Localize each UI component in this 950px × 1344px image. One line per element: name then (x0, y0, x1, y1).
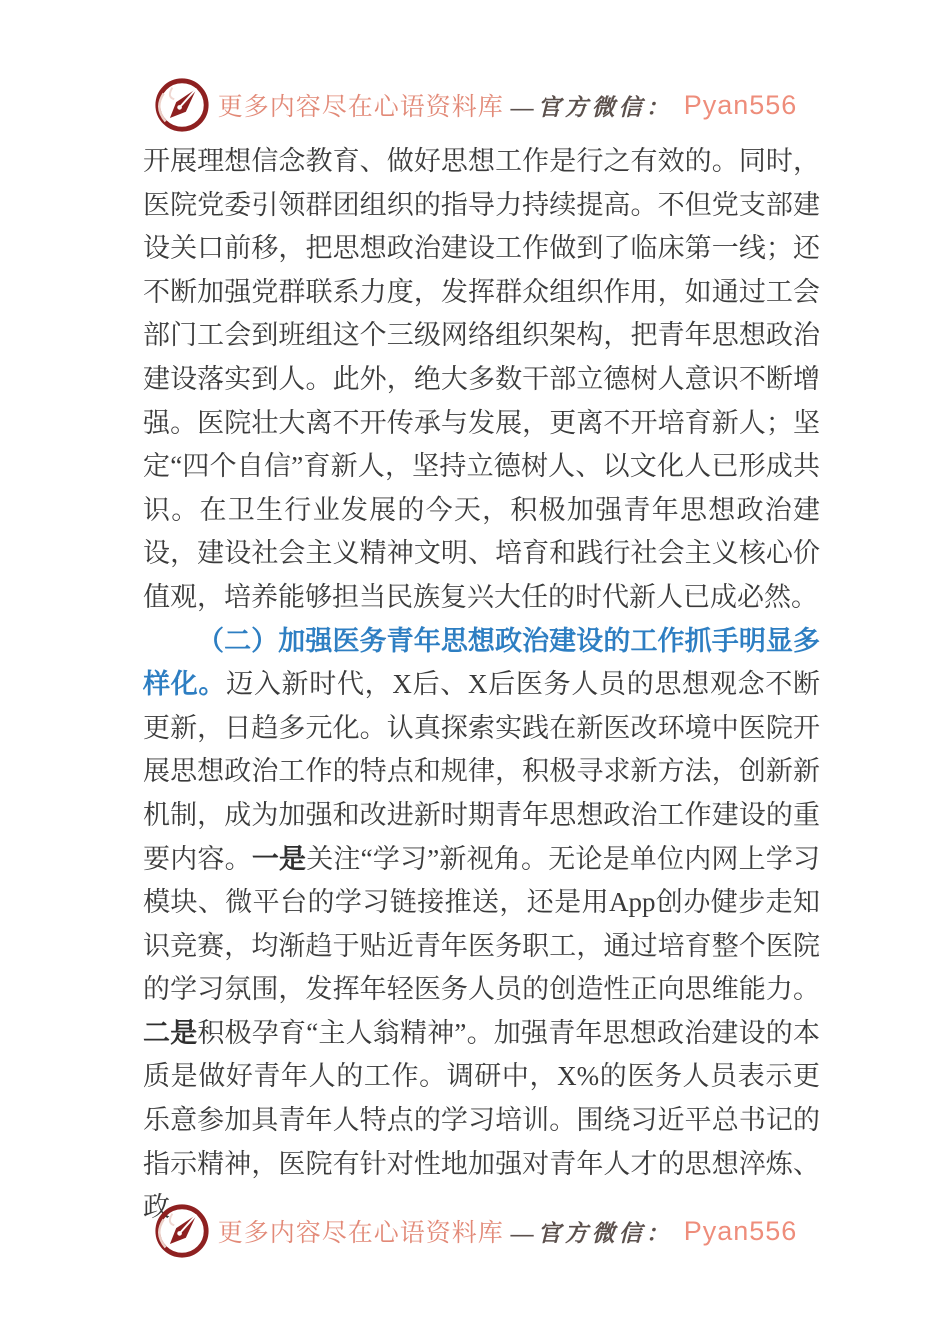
brand-text: 更多内容尽在心语资料库 (217, 94, 504, 121)
wechat-label: —官方微信： (510, 1220, 673, 1246)
emphasis-lead: 二是 (143, 1017, 198, 1048)
paragraph (143, 140, 820, 620)
footer-banner (0, 1202, 950, 1260)
wechat-id: Pyan556 (683, 89, 798, 120)
header-banner (0, 76, 950, 134)
paragraph (143, 620, 820, 1230)
brand-text: 更多内容尽在心语资料库 (217, 1220, 504, 1247)
body-text: 关注“学习”新视角。无论是单位内网上学习模块、微平台的学习链接推送，还是用App创办健步走知识竞赛，均渐趋于贴近青年医务职工，通过培育整个医院的学习氛围，发挥年轻医务人员的创造性正向思维能力。 (143, 843, 821, 1005)
body-text: 积极孕育“主人翁精神”。加强青年思想政治建设的本质是做好青年人的工作。调研中，X%的医务人员表示更乐意参加具青年人特点的学习培训。围绕习近平总书记的指示精神，医院有针对性地加强对青年人才的思想淬炼、政 (143, 1017, 821, 1223)
document-body (143, 140, 820, 1230)
pen-logo-icon (153, 76, 211, 134)
pen-logo-icon (153, 1202, 211, 1260)
wechat-label: —官方微信： (510, 94, 673, 120)
emphasis-lead: 一是 (251, 843, 307, 874)
wechat-id: Pyan556 (683, 1215, 798, 1246)
section-heading: （二）加强医务青年思想政治建设的工作抓手明显多样化。 (143, 625, 820, 700)
body-text: 开展理想信念教育、做好思想工作是行之有效的。同时，医院党委引领群团组织的指导力持续提高。不但党支部建设关口前移，把思想政治建设工作做到了临床第一线；还不断加强党群联系力度，发挥群众组织作用，如通过工会部门工会到班组这个三级网络组织架构，把青年思想政治建设落实到人。此外，绝大多数干部立德树人意识不断增强。医院壮大离不开传承与发展，更离不开培育新人；坚定“四个自信”育新人，坚持立德树人、以文化人已形成共识。在卫生行业发展的今天，积极加强青年思想政治建设，建设社会主义精神文明、培育和践行社会主义核心价值观，培养能够担当民族复兴大任的时代新人已成必然。 (143, 146, 820, 612)
body-text: 迈入新时代，X后、X后医务人员的思想观念不断更新，日趋多元化。认真探索实践在新医改环境中医院开展思想政治工作的特点和规律，积极寻求新方法，创新新机制，成为加强和改进新时期青年思想政治工作建设的重要内容。 (143, 669, 820, 874)
